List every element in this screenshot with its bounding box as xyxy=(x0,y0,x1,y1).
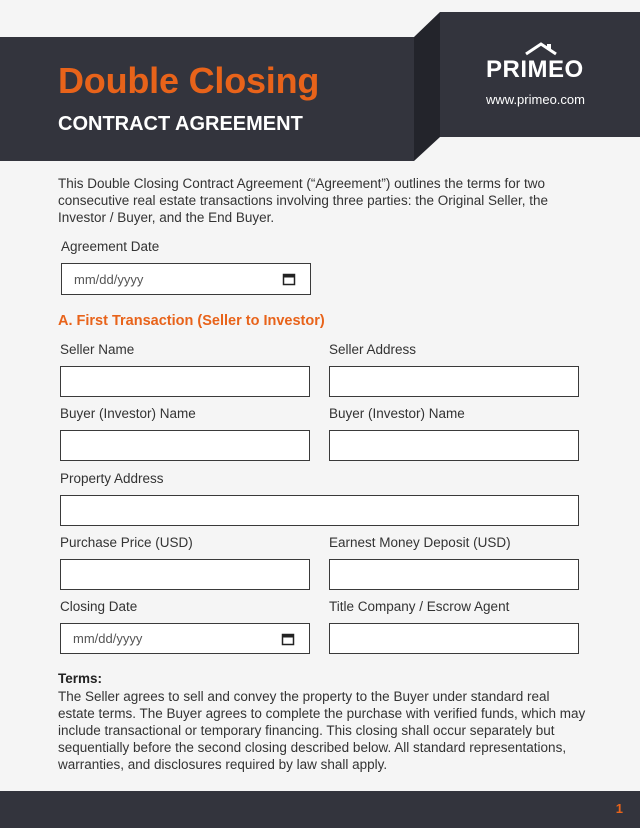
footer-bar xyxy=(0,791,640,828)
purchase-price-label: Purchase Price (USD) xyxy=(60,535,193,550)
calendar-icon[interactable] xyxy=(281,632,295,646)
seller-name-label: Seller Name xyxy=(60,342,135,357)
document-subtitle: CONTRACT AGREEMENT xyxy=(58,113,303,135)
intro-paragraph: This Double Closing Contract Agreement (“Agreement”) outlines the terms for two consecutive real estate transactions involving three parties: the Original Seller, the Investor / Buyer, and the End Buyer. xyxy=(58,176,549,225)
calendar-icon[interactable] xyxy=(282,272,296,286)
terms-paragraph: The Seller agrees to sell and convey the property to the Buyer under standard real estate terms. The Buyer agrees to complete the purchase with verified funds, which may include transactional or temporary financing. This closing shall occur separately but sequentially before the second closing described below. All standard representations, warranties, and disclosures required by law shall apply. xyxy=(58,689,586,772)
closing-date-input[interactable] xyxy=(60,623,310,654)
house-roof-icon xyxy=(523,42,559,56)
seller-name-input[interactable] xyxy=(60,366,310,397)
earnest-money-label: Earnest Money Deposit (USD) xyxy=(329,535,511,550)
agreement-date-placeholder: mm/dd/yyyy xyxy=(74,271,144,287)
buyer-name-input[interactable] xyxy=(60,430,310,461)
logo xyxy=(486,42,596,82)
header-fold xyxy=(412,12,442,161)
page-number: 1 xyxy=(615,801,623,816)
closing-date-label: Closing Date xyxy=(60,599,138,614)
closing-date-placeholder: mm/dd/yyyy xyxy=(73,631,143,646)
seller-address-label: Seller Address xyxy=(329,342,417,357)
property-address-label: Property Address xyxy=(60,471,164,486)
title-company-label: Title Company / Escrow Agent xyxy=(329,599,510,614)
property-address-input[interactable] xyxy=(60,495,579,526)
earnest-money-input[interactable] xyxy=(329,559,579,590)
buyer-name-label: Buyer (Investor) Name xyxy=(60,406,196,421)
website-url: www.primeo.com xyxy=(486,92,585,107)
logo-wordmark: PRIMEO xyxy=(486,56,584,83)
seller-address-input[interactable] xyxy=(329,366,579,397)
agreement-date-label: Agreement Date xyxy=(61,239,160,254)
agreement-date-input[interactable] xyxy=(61,263,311,295)
title-company-input[interactable] xyxy=(329,623,579,654)
purchase-price-input[interactable] xyxy=(60,559,310,590)
section-a-title: A. First Transaction (Seller to Investor) xyxy=(58,313,325,329)
buyer-name-label-2: Buyer (Investor) Name xyxy=(329,406,465,421)
buyer-name-input-2[interactable] xyxy=(329,430,579,461)
document-title: Double Closing xyxy=(58,60,320,101)
terms-heading: Terms: xyxy=(58,671,103,686)
